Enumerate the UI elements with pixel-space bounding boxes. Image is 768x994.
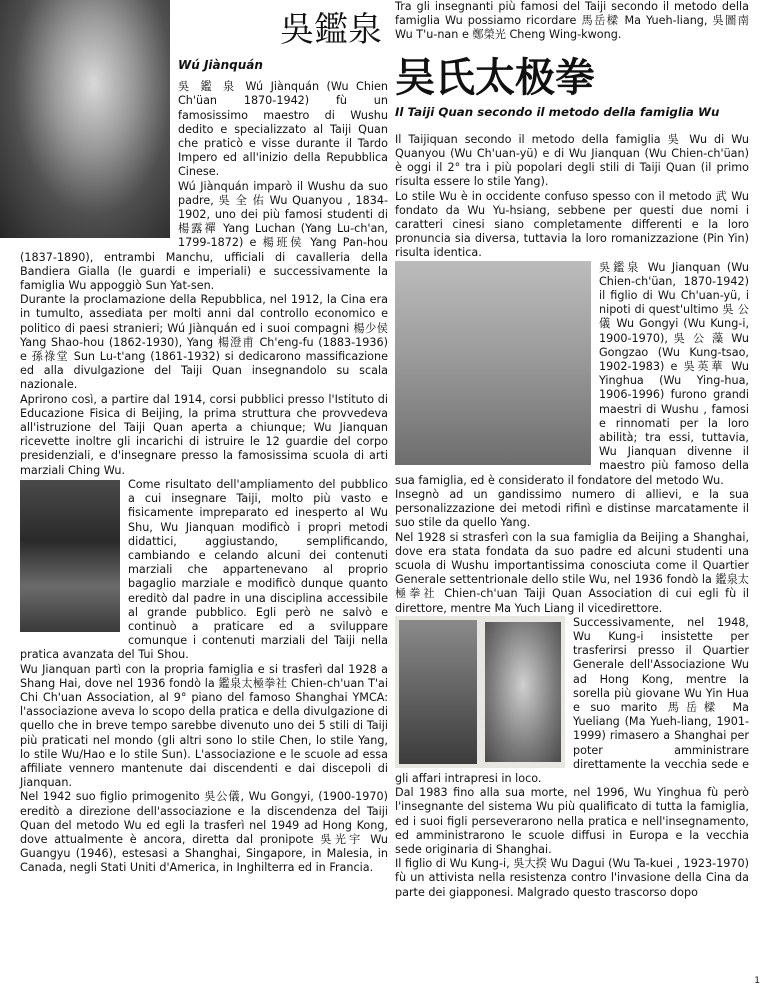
photo-right-portrait (485, 622, 561, 762)
name-subtitle: Wú Jiànquán (178, 58, 263, 72)
paragraph: Wú Jiànquán imparò il Wushu da suo padre, 吳 全 佑 Wu Quanyou , 1834-1902, uno dei più famosi studenti di 楊露禪 Yang Luchan (Yang Lu-ch'an, 1799-1872) e 楊班侯 Yang Pan-hou (1837-1890), entrambi Manchu, ufficiali di cavalleria della Bandiera Gialla (le guardi e imperiali) e successivamente la famiglia Wu appoggiò Sun Yat-sen. (20, 179, 388, 293)
left-column (20, 0, 388, 876)
paragraph: Lo stile Wu è in occidente confuso spesso con il metodo 武 Wu fondato da Wu Yu-hsiang, sebbene per questi due nomi i caratteri cinesi siano completamente differenti e la loro pronuncia sia diversa, tuttavia la loro romanizzazione (Pin Yin) risulta identica. (395, 189, 749, 260)
section-title-cjk: 吴氏太极拳 (395, 53, 595, 101)
paragraph: Nel 1928 si strasferì con la sua famiglia da Beijing a Shanghai, dove era stata fondata da suo padre ed alcuni studenti una scuola di Wushu importantissima conosciuta come il Quartier Generale settentrionale dello stile Wu, nel 1936 fondò la 鑑泉太極拳社 Chien-ch'uan Taiji Quan Association di cui egli fù il direttore, mentre Ma Yuch Liang il vicedirettore. (395, 530, 749, 615)
page-number: 1 (754, 976, 760, 986)
paragraph: Successivamente, nel 1948, Wu Kung-i insistette per trasferirsi presso il Quartier Generale dell'Associazione Wu ad Hong Kong, mentre la sorella più giovane Wu Yin Hua e suo marito 馬岳樑 Ma Yueliang (Ma Yueh-liang, 1901-1999) rimasero a Shanghai per poter amministrare direttamente la vecchia sede e gli affari intrapresi in loco. (395, 615, 749, 785)
paragraph: Wu Jianquan partì con la propria famiglia e si trasferì dal 1928 a Shang Hai, dove nel 1936 fondò la 鑑泉太極拳社 Chien-ch'uan T'ai Chi Ch'uan Association, al 9° piano del famoso Shanghai YMCA: l'associazione aveva lo scopo della pratica e della divulgazione di quello che in breve tempo sarebbe divenuto uno dei 5 stili di Taiji più praticati nel mondo (gli altri sono lo stile Chen, lo stile Yang, lo stile Wu/Hao e lo stile Sun). L'associazione e le scuole ad essa affiliate vennero mantenute dai discendenti e dai discepoli di Jianquan. (20, 662, 388, 790)
photo-wu-jianquan-seated (20, 480, 120, 632)
paragraph: Come risultato dell'ampliamento del pubblico a cui insegnare Taiji, molto più vasto e fisicamente impreparato ed inesperto al Wu Shu, Wu Jianquan modificò i propri metodi didattici, aggiustando, semplificando, cambiando e celando alcuni dei contenuti marziali che appartenevano al proprio bagaglio marziale e modificò dunque quanto ereditò dal padre in una disciplina accessibile al grande pubblico. Egli però ne salvò e continuò a praticare ed a sviluppare comunque i contenuti marziali del Taiji nella pratica avanzata del Tui Shou. (20, 477, 388, 662)
paragraph: 吳鑑泉 Wu Jianquan (Wu Chien-ch'üan, 1870-1942) il figlio di Wu Ch'uan-yü, i nipoti di quest'ultimo 吳 公 儀 Wu Gongyi (Wu Kung-i, 1900-1970), 吳 公 藻 Wu Gongzao (Wu Kung-tsao, 1902-1983) e 吳英華 Wu Yinghua (Wu Ying-hua, 1906-1996) furono grandi maestri di Wushu , famosi e rinnomati per la loro abilità; tra essi, tuttavia, Wu Jianquan divenne il maestro più famoso della sua famiglia, ed è considerato il fondatore del metodo Wu. (395, 260, 749, 487)
intro-paragraph: Tra gli insegnanti più famosi del Taiji secondo il metodo della famiglia Wu possiamo ricordare 馬岳樑 Ma Yueh-liang, 吳圖南 Wu T'u-nan e 鄭榮光 Cheng Wing-kwong. (395, 0, 749, 42)
paragraph: 吳 鑑 泉 Wú Jiànquán (Wu Chien Ch'üan 1870-1942) fù un famosissimo maestro di Wushu dedito e specializzato al Taiji Quan che praticò e visse durante il Tardo Impero ed all'inizio della Repubblica Cinese. (178, 80, 388, 179)
portrait-photo-wu-jianquan (0, 0, 170, 238)
paragraph: Aprirono così, a partire dal 1914, corsi pubblici presso l'Istituto di Educazione Fisica di Beijing, la prima struttura che provvedeva all'istruzione del Taiji Quan aperta a chiunque; Wu Jianquan ricevette inoltre gli incarichi di istruire le 12 guardie del corpo presidenziali, e d'insegnare presso la famosissima scuola di arti marziali Ching Wu. (20, 392, 388, 477)
paragraph: Dal 1983 fino alla sua morte, nel 1996, Wu Yinghua fù però l'insegnante del sistema Wu più qualificato di tutta la famiglia, ed i suoi figli perseverarono nella pratica e nell'insegnamento, ed amministrarono le scuole diffusi in Europa e la vecchia sede originaria di Shanghai. (395, 786, 749, 856)
title-cjk: 吳鑑泉 (280, 10, 382, 50)
photo-left-figure (399, 620, 477, 764)
right-column (395, 0, 749, 900)
paragraph: Il Taijiquan secondo il metodo della famiglia 吳 Wu di Wu Quanyou (Wu Ch'uan-yü) e di Wu Jianquan (Wu Chien-ch'üan) è oggi il 2° tra i più popolari degli stili di Taiji Quan (il primo risulta essere lo stile Yang). (395, 132, 749, 189)
paragraph: Il figlio di Wu Kung-i, 吳大揆 Wu Dagui (Wu Ta-kuei , 1923-1970) fù un attivista nella resistenza contro l'invasione della Cina da parte dei giapponesi. Malgrado questo trascorso dopo (395, 857, 749, 899)
paragraph: Durante la proclamazione della Repubblica, nel 1912, la Cina era in tumulto, assediata per molti anni dal controllo economico e politico di paesi stranieri; Wú Jiànquán ed i suoi compagni 楊少侯 Yang Shao-hou (1862-1930), Yang 楊澄甫 Ch'eng-fu (1883-1936) e 孫祿堂 Sun Lu-t'ang (1861-1932) si dedicarono massificazione ed alla divulgazione del Taiji Quan insegnandolo su scala nazionale. (20, 293, 388, 392)
paragraph: Nel 1942 suo figlio primogenito 吳公儀, Wu Gongyi, (1900-1970) ereditò a direzione dell'associazione e la discendenza del Taiji Quan del metodo Wu ed egli la trasferì nel 1949 ad Hong Kong, dove attualmente è ancora, diretta dal pronipote 吳光宇 Wu Guangyu (1946), estesasi a Shanghai, Singapore, in Malesia, in Canada, negli Stati Uniti d'America, in Inghilterra ed in Francia. (20, 790, 388, 875)
photo-pair-wu-family (395, 616, 565, 768)
paragraph: Insegnò ad un gandissimo numero di allievi, e la sua personalizzazione dei metodi rifinì e distinse marcatamente il suo stile da quello Yang. (395, 487, 749, 530)
section-subtitle: Il Taiji Quan secondo il metodo della famiglia Wu (395, 104, 720, 119)
photo-taiji-posture (395, 261, 591, 465)
